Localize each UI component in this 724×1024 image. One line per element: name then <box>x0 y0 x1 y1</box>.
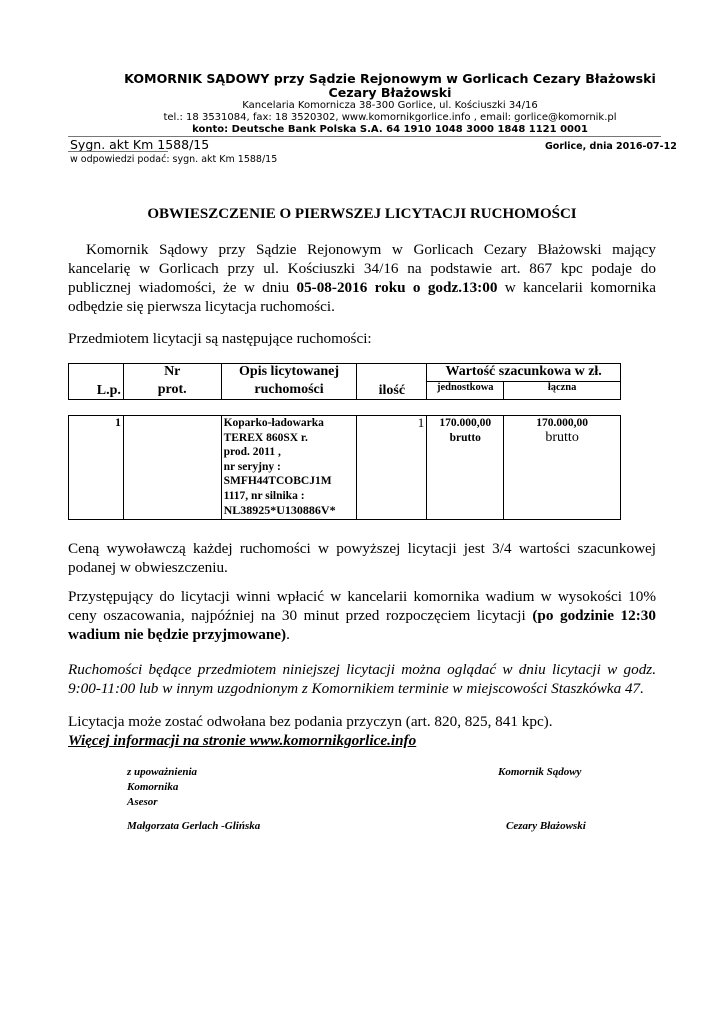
row-description <box>221 416 357 520</box>
desc-line: NL38925*U130886V* <box>223 503 336 517</box>
reference-underline <box>68 151 168 152</box>
desc-line: Koparko-ładowarka <box>223 417 324 429</box>
desc-line: 1117, nr silnika : <box>223 489 305 502</box>
column-header-nr-2: prot. <box>123 382 221 400</box>
row-total-value <box>504 416 621 520</box>
case-reference: Sygn. akt Km 1588/15 <box>70 137 210 152</box>
signature-left-line: Komornika <box>127 781 179 793</box>
office-address: Kancelaria Komornicza 38-300 Gorlice, ul. Kościuszki 34/16 <box>242 100 538 111</box>
column-header-qty: ilość <box>357 364 427 400</box>
auction-items-table <box>68 363 621 520</box>
place-date: Gorlice, dnia 2016-07-12 <box>545 141 677 152</box>
signature-right-name: Cezary Błażowski <box>506 820 586 832</box>
signature-left-line: z upoważnienia <box>127 766 197 778</box>
table-spacer-row <box>69 400 621 416</box>
row-nr <box>123 416 221 520</box>
cancel-note: Licytacja może zostać odwołana bez podania przyczyn (art. 820, 825, 841 kpc). <box>68 713 553 730</box>
column-header-desc-2: ruchomości <box>221 382 357 400</box>
table-header-row-2 <box>69 382 621 400</box>
column-header-desc: Opis licytowanej <box>221 364 357 382</box>
viewing-info: Ruchomości będące przedmiotem niniejszej licytacji można oglądać w dniu licytacji w godz. 9:00-11:00 lub w innym uzgodnionym z Komornikiem terminie w miejscowości Staszkówka 47. <box>68 661 656 697</box>
row-quantity: 1 <box>357 416 427 520</box>
intro-paragraph <box>68 240 656 316</box>
table-row <box>69 416 621 520</box>
unit-value: 170.000,00 <box>439 417 492 429</box>
office-name: KOMORNIK SĄDOWY przy Sądzie Rejonowym w Gorlicach Cezary Błażowski <box>124 71 656 86</box>
auction-datetime: 05-08-2016 roku o godz.13:00 <box>296 279 498 296</box>
row-unit-value <box>427 416 504 520</box>
table-header-row-1 <box>69 364 621 382</box>
price-note: Ceną wywoławczą każdej ruchomości w powyższej licytacji jest 3/4 wartości szacunkowej podanej w obwieszczeniu. <box>68 540 656 576</box>
column-header-lp: L.p. <box>69 364 124 400</box>
document-title: OBWIESZCZENIE O PIERWSZEJ LICYTACJI RUCHOMOŚCI <box>147 206 577 222</box>
total-value: 170.000,00 <box>536 417 588 429</box>
office-contact: tel.: 18 3531084, fax: 18 3520302, www.komornikgorlice.info , email: gorlice@komornik.pl <box>163 112 617 123</box>
items-intro: Przedmiotem licytacji są następujące ruchomości: <box>68 330 372 347</box>
signature-left-name: Małgorzata Gerlach -Glińska <box>127 820 261 832</box>
deposit-paragraph: Przystępujący do licytacji winni wpłacić w kancelarii komornika wadium w wysokości 10% ceny oszacowania, najpóźniej na 30 minut przed rozpoczęciem licytacji (po godzinie 12:30 wadium nie będzie przyjmowane). <box>68 588 656 643</box>
signature-right-title: Komornik Sądowy <box>498 766 582 778</box>
bank-account: konto: Deutsche Bank Polska S.A. 64 1910 1048 3000 1848 1121 0001 <box>192 124 588 135</box>
column-header-unit: jednostkowa <box>427 382 504 400</box>
deposit-text: Przystępujący do licytacji winni wpłacić w kancelarii komornika wadium w wysokości 10% ceny oszacowania, najpóźniej na 30 minut przed rozpoczęciem licytacji <box>68 588 656 624</box>
intro-text-1: Komornik Sądowy przy Sądzie Rejonowym w Gorlicach Cezary Błażowski mający kancelarię w Gorlicach przy ul. Kościuszki 34/16 na podstawie art. 867 kpc podaje do publicznej wiadomości, że w dniu <box>68 241 656 296</box>
desc-line: nr seryjny : <box>223 460 281 473</box>
bailiff-name: Cezary Błażowski <box>328 85 452 100</box>
signature-left-line: Asesor <box>127 796 158 808</box>
column-header-nr: Nr <box>123 364 221 382</box>
desc-line: prod. 2011 , <box>223 446 281 458</box>
total-note: brutto <box>545 429 579 445</box>
deposit-deadline: (po godzinie 12:30 wadium nie będzie przyjmowane) <box>68 607 656 643</box>
more-info-link[interactable]: Więcej informacji na stronie www.komornikgorlice.info <box>68 732 417 749</box>
row-lp: 1 <box>69 416 124 520</box>
signature-left-block <box>127 765 197 810</box>
reply-reference: w odpowiedzi podać: sygn. akt Km 1588/15 <box>70 154 278 165</box>
desc-line: SMFH44TCOBCJ1M <box>223 475 332 487</box>
intro-text-2: w kancelarii komornika odbędzie się pierwsza licytacja ruchomości. <box>68 279 656 315</box>
desc-line: TEREX 860SX r. <box>223 431 308 444</box>
column-header-value: Wartość szacunkowa w zł. <box>427 364 621 382</box>
unit-note: brutto <box>449 431 481 444</box>
column-header-total: łączna <box>504 382 621 400</box>
